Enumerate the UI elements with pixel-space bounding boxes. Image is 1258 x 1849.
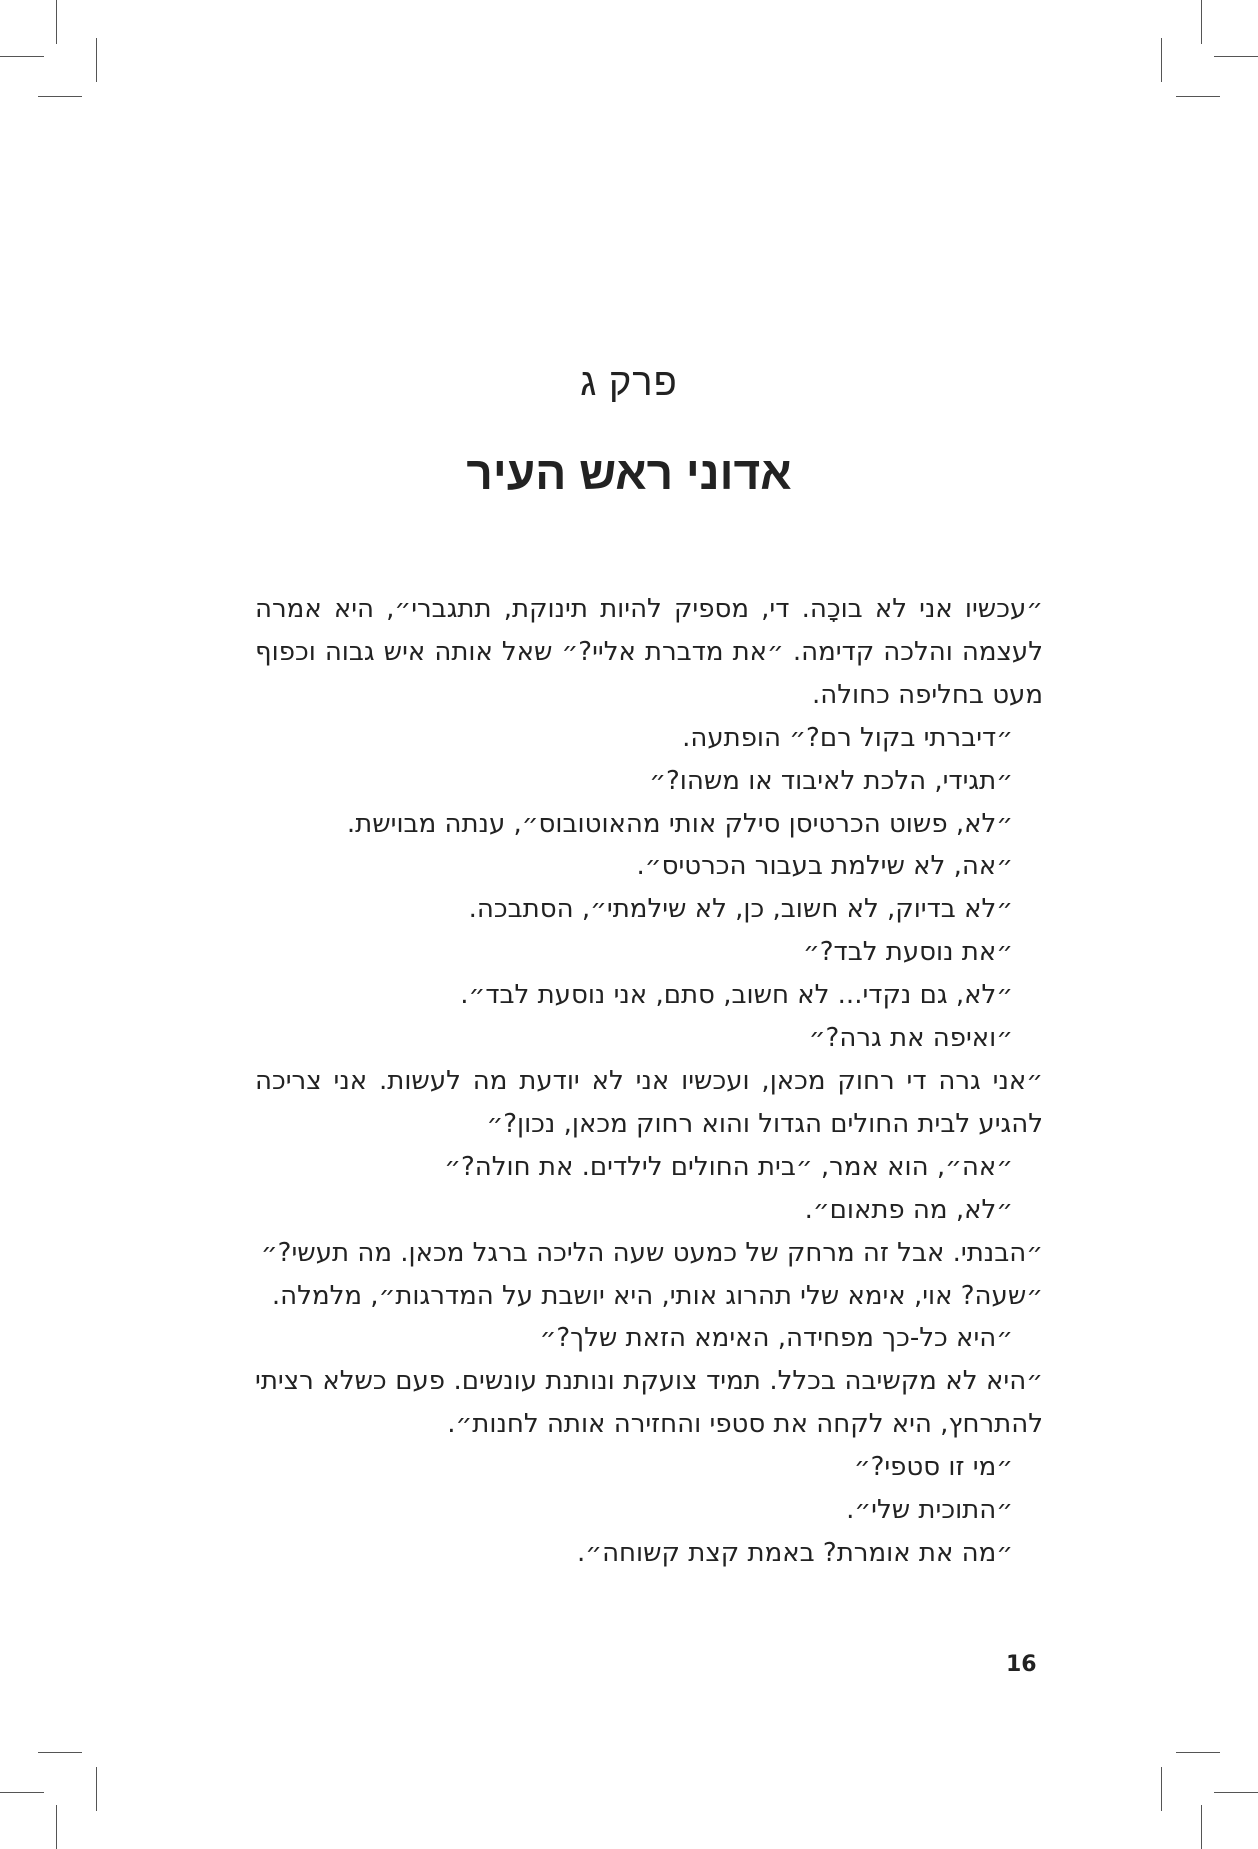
crop-mark	[1176, 1752, 1220, 1753]
paragraph: ״אה״, הוא אמר, ״בית החולים לילדים. את חולה?״	[444, 1151, 1013, 1182]
paragraph: ״לא בדיוק, לא חשוב, כן, לא שילמתי״, הסתבכה.	[468, 894, 1013, 925]
chapter-title: אדוני ראש העיר	[466, 447, 792, 499]
crop-mark	[38, 96, 82, 97]
crop-mark	[56, 1805, 57, 1849]
body-text	[255, 588, 1043, 1575]
chapter-label: פרק ג	[580, 362, 678, 404]
paragraph: ״שעה? אוי, אימא שלי תהרוג אותי, היא יושבת על המדרגות״, מלמלה.	[271, 1280, 1043, 1311]
crop-mark	[1161, 1767, 1162, 1811]
paragraph: ״לא, מה פתאום״.	[804, 1194, 1013, 1225]
crop-mark	[1176, 96, 1220, 97]
crop-mark	[1214, 56, 1258, 57]
paragraph: ״ואיפה את גרה?״	[808, 1023, 1013, 1054]
crop-mark	[38, 1752, 82, 1753]
paragraph: ״לא, גם נקדי... לא חשוב, סתם, אני נוסעת לבד״.	[460, 980, 1013, 1011]
crop-mark	[0, 56, 44, 57]
page-number: 16	[1006, 1652, 1037, 1677]
crop-mark	[0, 1792, 44, 1793]
paragraph: ״עכשיו אני לא בוכָה. די, מספיק להיות תינוקת, תתגברי״, היא אמרה לעצמה והלכה קדימה. ״את מדברת אליי?״ שאל אותה איש גבוה וכפוף מעט בחליפה כחולה.	[255, 594, 1043, 710]
crop-mark	[1161, 38, 1162, 82]
paragraph: ״אני גרה די רחוק מכאן, ועכשיו אני לא יודעת מה לעשות. אני צריכה להגיע לבית החולים הגדול והוא רחוק מכאן, נכון?״	[255, 1065, 1043, 1139]
crop-mark	[1214, 1792, 1258, 1793]
crop-mark	[96, 1767, 97, 1811]
crop-mark	[56, 0, 57, 44]
paragraph: ״מי זו סטפי?״	[853, 1452, 1013, 1483]
crop-mark	[96, 38, 97, 82]
crop-mark	[1201, 1805, 1202, 1849]
paragraph: ״לא, פשוט הכרטיסן סילק אותי מהאוטובוס״, ענתה מבוישת.	[346, 808, 1013, 839]
crop-mark	[1201, 0, 1202, 44]
paragraph: ״תגידי, הלכת לאיבוד או משהו?״	[649, 765, 1013, 796]
paragraph: ״התוכית שלי״.	[846, 1495, 1013, 1526]
paragraph: ״אה, לא שילמת בעבור הכרטיס״.	[636, 851, 1013, 882]
paragraph: ״היא לא מקשיבה בכלל. תמיד צועקת ונותנת עונשים. פעם כשלא רציתי להתרחץ, היא לקחה את סטפי והחזירה אותה לחנות״.	[255, 1366, 1043, 1440]
paragraph: ״היא כל-כך מפחידה, האימא הזאת שלך?״	[539, 1323, 1013, 1354]
paragraph: ״מה את אומרת? באמת קצת קשוחה״.	[577, 1537, 1013, 1568]
paragraph: ״דיברתי בקול רם?״ הופתעה.	[682, 722, 1013, 753]
paragraph: ״הבנתי. אבל זה מרחק של כמעט שעה הליכה ברגל מכאן. מה תעשי?״	[260, 1237, 1043, 1268]
paragraph: ״את נוסעת לבד?״	[802, 937, 1013, 968]
